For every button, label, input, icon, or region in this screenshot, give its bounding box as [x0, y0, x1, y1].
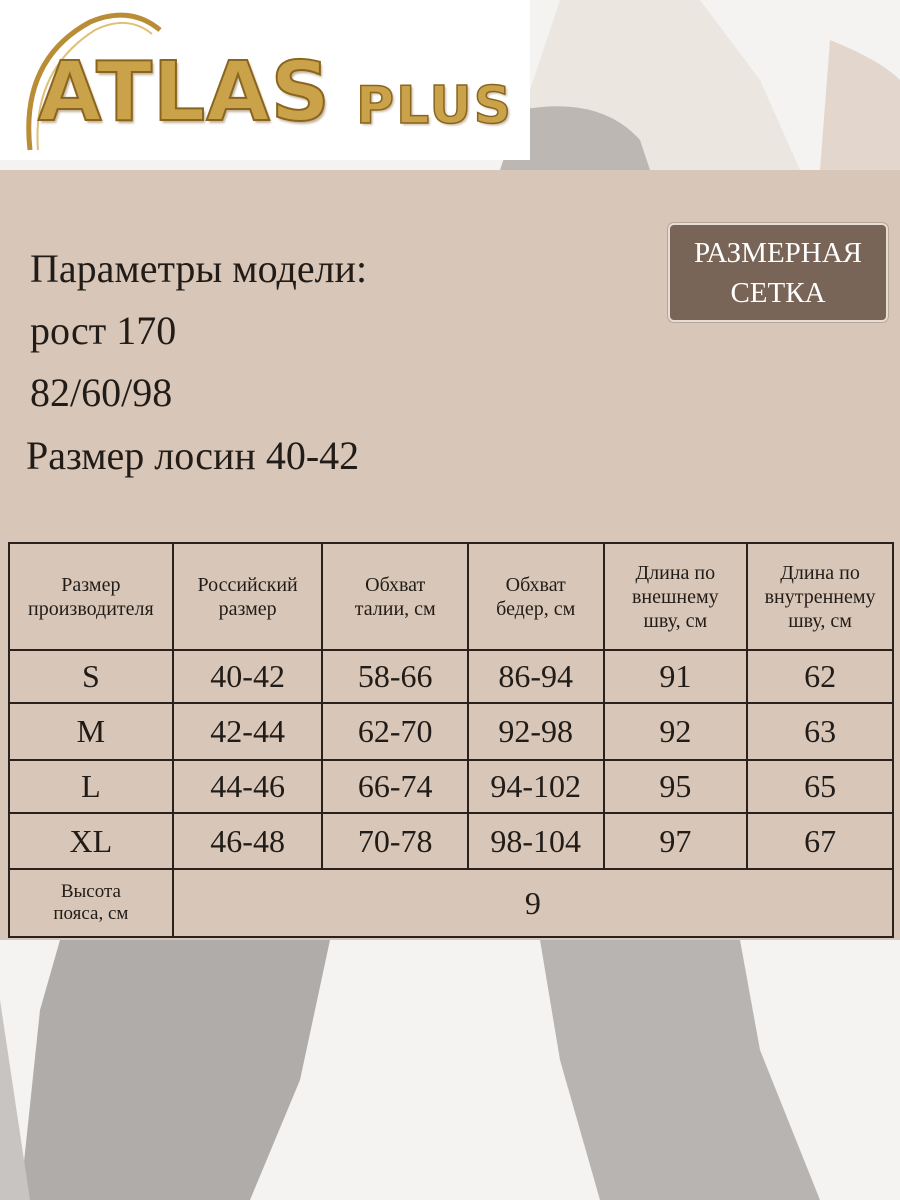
header-outer-seam: Длина по внешнему шву, см	[604, 543, 748, 650]
size-chart-badge-line1: РАЗМЕРНАЯ	[693, 236, 863, 269]
logo-suffix-text: PLUS	[356, 76, 514, 136]
waistband-height-label: Высота пояса, см	[9, 869, 173, 937]
header-inner-seam: Длина по внутреннему шву, см	[747, 543, 893, 650]
model-measurements: 82/60/98	[30, 370, 173, 415]
table-footer-row	[9, 869, 893, 937]
header-waist: Обхват талии, см	[322, 543, 467, 650]
size-table	[8, 542, 894, 938]
header-manufacturer-size: Размер производителя	[9, 543, 173, 650]
size-chart-badge	[668, 223, 888, 322]
table-row: M 42-44 62-70 92-98 92 63	[9, 703, 893, 760]
model-parameters-heading: Параметры модели:	[30, 246, 368, 291]
brand-logo	[0, 0, 530, 160]
legging-size: Размер лосин 40-42	[26, 433, 360, 478]
table-row: XL 46-48 70-78 98-104 97 67	[9, 813, 893, 869]
header-russian-size: Российский размер	[173, 543, 323, 650]
model-parameters	[30, 238, 367, 424]
waistband-height-value: 9	[173, 869, 893, 937]
table-row: S 40-42 58-66 86-94 91 62	[9, 650, 893, 703]
header-hips: Обхват бедер, см	[468, 543, 604, 650]
table-header-row	[9, 543, 893, 650]
logo-text: ATLAS	[38, 45, 331, 140]
table-row: L 44-46 66-74 94-102 95 65	[9, 760, 893, 813]
size-chart-badge-line2: СЕТКА	[730, 276, 826, 309]
model-height: рост 170	[30, 308, 177, 353]
